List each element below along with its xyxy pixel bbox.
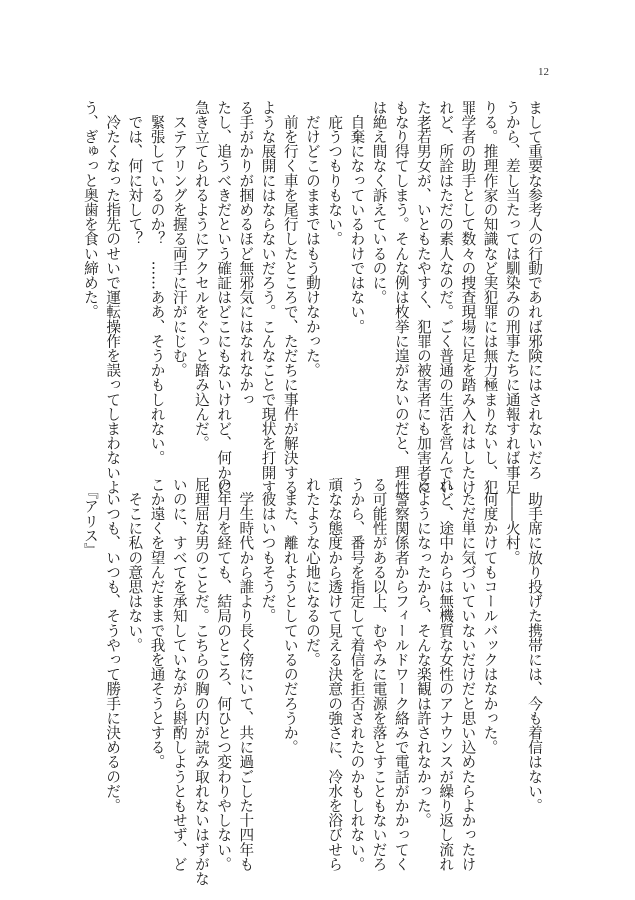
text-line: う、ぎゅっと奥歯を食い締めた。 xyxy=(81,100,99,319)
text-line: ――火村。 xyxy=(503,477,521,565)
text-line: る手がかりが掴めるほど無邪気にはなれなかっ xyxy=(237,100,255,407)
text-line: 罪学者の助手として数々の捜査現場に足を踏み入れはしたけ xyxy=(459,100,477,495)
text-line: 学生時代から誰より長く傍にいて、共に過ごした十四年も xyxy=(237,477,255,872)
text-line: ような展開にはならないだろう。こんなことで現状を打開す xyxy=(259,100,277,495)
text-line: 何度かけてもコールバックはなかった。 xyxy=(481,477,499,755)
text-line: まして重要な参考人の行動であれば邪険にはされないだろ xyxy=(526,100,543,480)
text-line: いのに、すべてを承知していながら斟酌しようともせず、ど xyxy=(170,477,188,872)
text-line: 緊張しているのか？ ……ああ、そうかもしれない。 xyxy=(148,100,166,465)
text-line: れたような心地になるのだ。 xyxy=(303,477,321,667)
text-line: 急き立てられるようにアクセルをぐっと踏み込んだ。 xyxy=(192,100,210,451)
text-line: もなり得てしまう。そんな例は枚挙に遑がないのだと、理性 xyxy=(392,100,410,495)
text-line: たし、追うべきだという確証はどこにもないけれど、何かに xyxy=(215,100,233,495)
text-line: るようになったから、そんな楽観は許されなかった。 xyxy=(414,477,432,828)
text-line: 『アリス』 xyxy=(81,477,99,558)
text-line: 頑なな態度から透けて見える決意の強さに、冷水を浴びせら xyxy=(326,477,344,872)
text-line: 助手席に放り投げた携帯には、今も着信はない。 xyxy=(526,477,543,813)
text-line: は絶え間なく訴えているのに。 xyxy=(370,100,388,305)
text-line: 彼はいつもそうだ。 xyxy=(259,477,277,623)
text-line: だけどこのままではもう動けなかった。 xyxy=(303,100,321,378)
text-line: いつも、いつも、そうやって勝手に決めるのだ。 xyxy=(104,477,122,813)
text-line: こか遠くを望んだままで我を通そうとする。 xyxy=(148,477,166,769)
text-line: る可能性がある以上、むやみに電源を落とすこともないだろ xyxy=(370,477,388,872)
text-line: ステアリングを握る両手に汗がにじむ。 xyxy=(170,100,188,378)
text-line: 警察関係者からフィールドワーク絡みで電話がかかってく xyxy=(392,477,410,872)
upper-text-block xyxy=(79,100,545,495)
text-line: れど、所詮はただの素人なのだ。ごく普通の生活を営んでい xyxy=(437,100,455,495)
text-line: 自棄になっているわけではない。 xyxy=(348,100,366,334)
page-number: 12 xyxy=(538,66,549,78)
text-line: では、何に対して？ xyxy=(126,100,144,246)
text-line: 庇うつもりもない。 xyxy=(326,100,344,246)
text-line: 前を行く車を尾行したところで、ただちに事件が解決する xyxy=(281,100,299,495)
text-line: そこに私の意思はない。 xyxy=(126,477,144,653)
text-line: の年月を経ても、結局のところ、何ひとつ変わりやしない。 xyxy=(215,477,233,872)
text-line: れど、途中からは無機質な女性のアナウンスが繰り返し流れ xyxy=(437,477,455,872)
text-line: うから、番号を指定して着信を拒否されたのかもしれない。 xyxy=(348,477,366,872)
text-line: うから、差し当たっては馴染みの刑事たちに通報すれば事足 xyxy=(503,100,521,495)
text-line: 屁理屈な男のことだ。こちらの胸の内が読み取れないはずがな xyxy=(192,477,210,886)
text-line: ただ単に気づいていないだけだと思い込めたらよかったけ xyxy=(459,477,477,872)
text-line: りる。推理作家の知識など実犯罪には無力極まりないし、犯 xyxy=(481,100,499,495)
text-line: た老若男女が、いともたやすく、犯罪の被害者にも加害者に xyxy=(414,100,432,495)
text-line: 冷たくなった指先のせいで運転操作を誤ってしまわないよ xyxy=(104,100,122,495)
lower-text-block xyxy=(79,477,545,886)
text-line: また、離れようとしているのだろうか。 xyxy=(281,477,299,755)
